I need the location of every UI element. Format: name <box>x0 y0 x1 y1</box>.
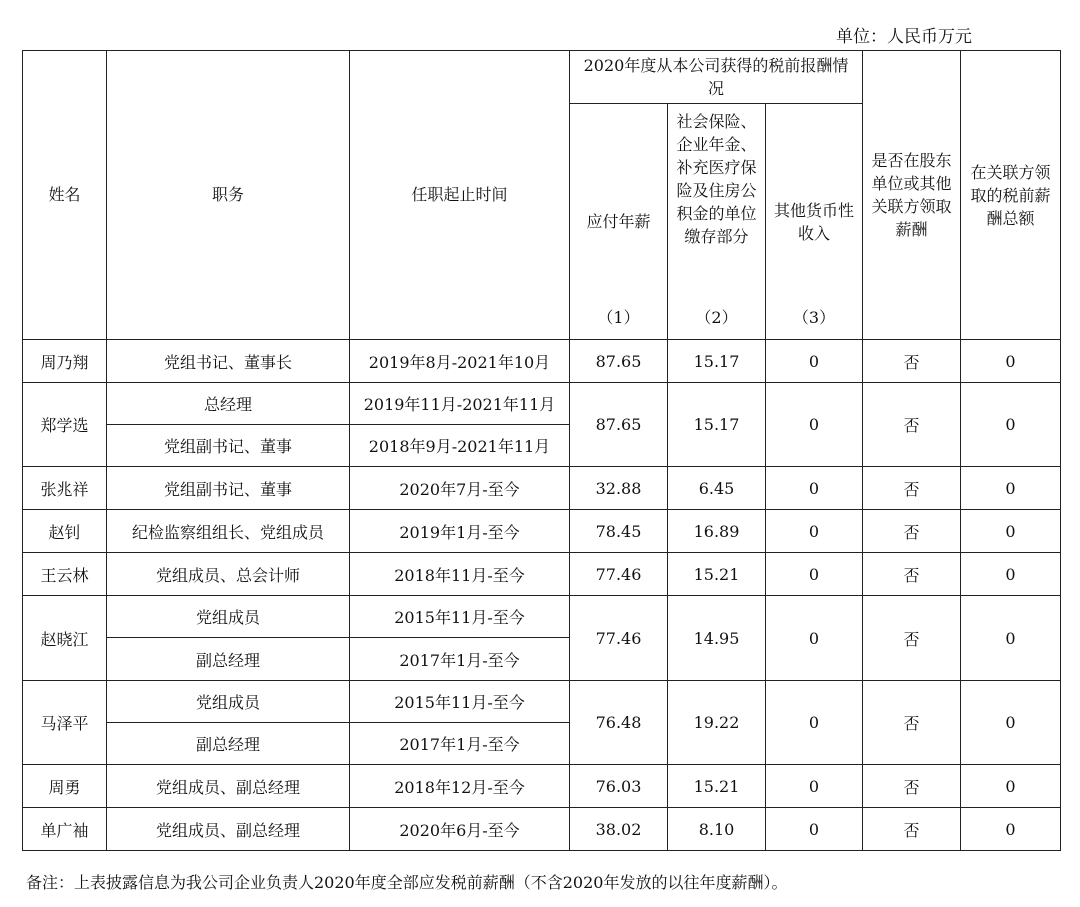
cell-salary: 77.46 <box>570 553 668 596</box>
table-row <box>23 765 1061 808</box>
header-related-total <box>961 51 1061 340</box>
cell-tenure: 2018年12月-至今 <box>350 765 570 808</box>
cell-other: 0 <box>766 340 863 383</box>
cell-related: 0 <box>961 510 1061 553</box>
header-tenure: 任职起止时间 <box>350 51 570 340</box>
cell-name: 张兆祥 <box>23 467 107 510</box>
cell-position: 党组副书记、董事 <box>107 425 350 467</box>
cell-tenure: 2019年1月-至今 <box>350 510 570 553</box>
header-other-income <box>766 104 863 340</box>
header-index-1: （1） <box>597 308 640 327</box>
table-row <box>23 596 1061 638</box>
table-row <box>23 681 1061 723</box>
cell-position: 纪检监察组组长、党组成员 <box>107 510 350 553</box>
cell-related: 0 <box>961 765 1061 808</box>
cell-tenure: 2020年6月-至今 <box>350 808 570 851</box>
cell-social: 8.10 <box>668 808 766 851</box>
cell-social: 6.45 <box>668 467 766 510</box>
header-name: 姓名 <box>23 51 107 340</box>
cell-position: 党组成员、总会计师 <box>107 553 350 596</box>
cell-salary: 87.65 <box>570 383 668 467</box>
cell-salary: 32.88 <box>570 467 668 510</box>
cell-shareholder: 否 <box>863 340 961 383</box>
cell-other: 0 <box>766 596 863 681</box>
cell-name: 周乃翔 <box>23 340 107 383</box>
header-other-income-text: 其他货币性收入 <box>774 200 855 243</box>
cell-social: 14.95 <box>668 596 766 681</box>
cell-name: 王云林 <box>23 553 107 596</box>
header-shareholder <box>863 51 961 340</box>
cell-position: 党组副书记、董事 <box>107 467 350 510</box>
header-position: 职务 <box>107 51 350 340</box>
cell-salary: 76.03 <box>570 765 668 808</box>
cell-tenure: 2017年1月-至今 <box>350 638 570 681</box>
cell-related: 0 <box>961 681 1061 765</box>
table-row <box>23 467 1061 510</box>
header-related-total-text: 在关联方领取的税前薪酬总额 <box>970 162 1051 228</box>
header-compensation-group-text: 2020年度从本公司获得的税前报酬情况 <box>583 56 849 98</box>
cell-position: 党组成员、副总经理 <box>107 765 350 808</box>
cell-name: 马泽平 <box>23 681 107 765</box>
header-social-insurance <box>668 104 766 340</box>
cell-shareholder: 否 <box>863 808 961 851</box>
cell-salary: 87.65 <box>570 340 668 383</box>
cell-shareholder: 否 <box>863 383 961 467</box>
cell-tenure: 2015年11月-至今 <box>350 681 570 723</box>
cell-social: 15.17 <box>668 340 766 383</box>
header-shareholder-text: 是否在股东单位或其他关联方领取薪酬 <box>871 151 952 239</box>
table-row <box>23 340 1061 383</box>
header-compensation-group <box>570 51 863 104</box>
cell-name: 周勇 <box>23 765 107 808</box>
cell-social: 19.22 <box>668 681 766 765</box>
header-salary <box>570 104 668 340</box>
cell-tenure: 2015年11月-至今 <box>350 596 570 638</box>
cell-related: 0 <box>961 383 1061 467</box>
cell-shareholder: 否 <box>863 467 961 510</box>
cell-related: 0 <box>961 596 1061 681</box>
salary-table <box>22 50 1061 851</box>
cell-tenure: 2017年1月-至今 <box>350 723 570 765</box>
header-index-3: （3） <box>792 308 836 327</box>
table-row <box>23 383 1061 425</box>
cell-tenure: 2019年8月-2021年10月 <box>350 340 570 383</box>
cell-related: 0 <box>961 808 1061 851</box>
cell-position: 总经理 <box>107 383 350 425</box>
cell-name: 赵钊 <box>23 510 107 553</box>
table-row <box>23 808 1061 851</box>
cell-salary: 38.02 <box>570 808 668 851</box>
table-row <box>23 510 1061 553</box>
header-social-insurance-text: 社会保险、企业年金、补充医疗保险及住房公积金的单位缴存部分 <box>676 112 757 246</box>
cell-social: 15.17 <box>668 383 766 467</box>
cell-other: 0 <box>766 808 863 851</box>
header-salary-text: 应付年薪 <box>586 211 651 231</box>
cell-position: 副总经理 <box>107 638 350 681</box>
cell-other: 0 <box>766 383 863 467</box>
cell-tenure: 2018年11月-至今 <box>350 553 570 596</box>
cell-other: 0 <box>766 510 863 553</box>
footnote: 备注：上表披露信息为我公司企业负责人2020年度全部应发税前薪酬（不含2020年发放的以往年度薪酬）。 <box>26 873 788 892</box>
cell-other: 0 <box>766 553 863 596</box>
cell-position: 党组成员 <box>107 596 350 638</box>
unit-label: 单位：人民币万元 <box>836 27 972 47</box>
cell-social: 15.21 <box>668 553 766 596</box>
cell-other: 0 <box>766 467 863 510</box>
cell-related: 0 <box>961 553 1061 596</box>
cell-position: 党组成员、副总经理 <box>107 808 350 851</box>
cell-other: 0 <box>766 765 863 808</box>
table-row <box>23 553 1061 596</box>
cell-social: 15.21 <box>668 765 766 808</box>
cell-salary: 76.48 <box>570 681 668 765</box>
cell-related: 0 <box>961 467 1061 510</box>
cell-tenure: 2020年7月-至今 <box>350 467 570 510</box>
cell-tenure: 2018年9月-2021年11月 <box>350 425 570 467</box>
cell-salary: 77.46 <box>570 596 668 681</box>
cell-name: 单广袖 <box>23 808 107 851</box>
cell-name: 郑学选 <box>23 383 107 467</box>
cell-position: 党组成员 <box>107 681 350 723</box>
cell-social: 16.89 <box>668 510 766 553</box>
cell-shareholder: 否 <box>863 765 961 808</box>
cell-name: 赵晓江 <box>23 596 107 681</box>
cell-position: 副总经理 <box>107 723 350 765</box>
cell-shareholder: 否 <box>863 510 961 553</box>
cell-shareholder: 否 <box>863 553 961 596</box>
cell-related: 0 <box>961 340 1061 383</box>
cell-position: 党组书记、董事长 <box>107 340 350 383</box>
cell-other: 0 <box>766 681 863 765</box>
cell-salary: 78.45 <box>570 510 668 553</box>
header-index-2: （2） <box>695 308 738 327</box>
cell-shareholder: 否 <box>863 681 961 765</box>
cell-shareholder: 否 <box>863 596 961 681</box>
cell-tenure: 2019年11月-2021年11月 <box>350 383 570 425</box>
